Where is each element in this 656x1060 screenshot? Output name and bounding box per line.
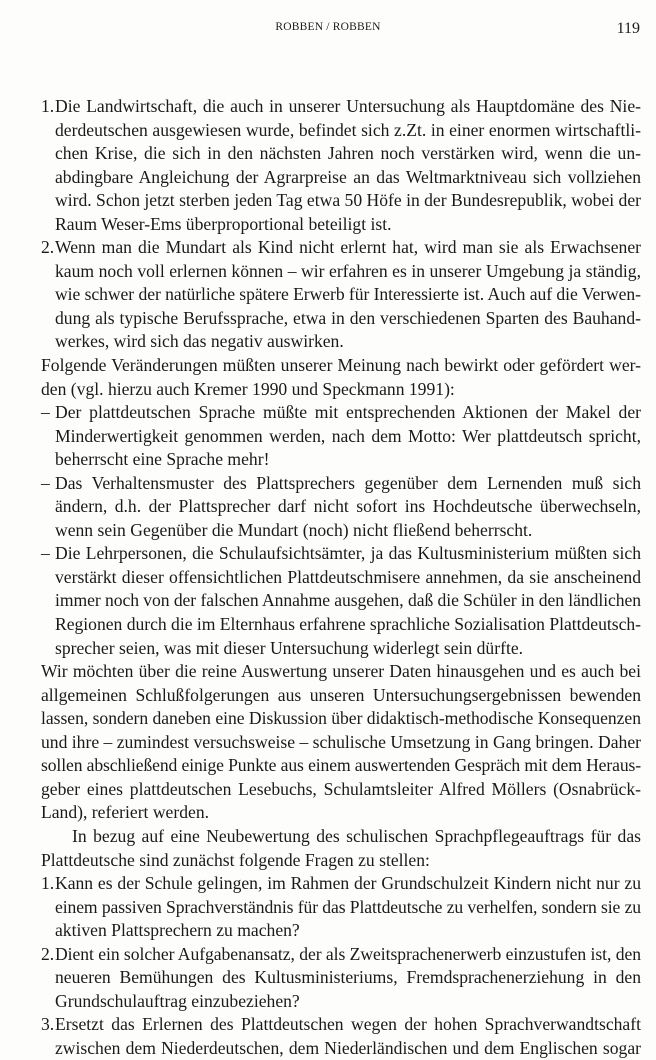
dash-marker: – [41, 472, 50, 493]
question-item-1 [41, 872, 641, 943]
list-marker: 2. [41, 237, 55, 258]
text-line: Minderwertigkeit genommen werden, nach dem Motto: Wer plattdeutsch spricht, [55, 425, 641, 446]
question-item-2 [41, 943, 641, 1014]
text-line: Die Landwirtschaft, die auch in unserer Untersuchung als Hauptdomäne des Nie- [55, 96, 641, 116]
list-item-1 [41, 95, 641, 236]
text-line: geber eines plattdeutschen Lesebuchs, Schulamtsleiter Alfred Möllers (Osnabrück- [41, 778, 641, 799]
dash-marker: – [41, 402, 50, 423]
list-item-2 [41, 236, 641, 354]
text-line: Grundschulauftrag einzubeziehen? [55, 990, 300, 1011]
page-header [0, 20, 656, 40]
list-marker: 1. [41, 96, 55, 116]
list-marker: 1. [41, 873, 55, 894]
text-line: Regionen durch die im Elternhaus erfahrene sprachliche Sozialisation Plattdeutsch- [55, 614, 641, 635]
text-line: werkes, wird sich das negativ auswirken. [55, 331, 344, 352]
text-line: und ihre – zumindest versuchsweise – schulische Umsetzung in Gang bringen. Daher [41, 731, 641, 752]
text-line: wenn sein Gegenüber die Mundart (noch) nicht fließend beherrscht. [55, 519, 533, 540]
text-line: Das Verhaltensmuster des Plattsprechers gegenüber dem Lernenden muß sich [55, 472, 641, 493]
paragraph [41, 825, 641, 872]
text-line: zwischen dem Niederdeutschen, dem Niederländischen und dem Englischen sogar [55, 1037, 641, 1058]
text-line: Ersetzt das Erlernen des Plattdeutschen wegen der hohen Sprachverwandtschaft [55, 1014, 641, 1035]
paragraph [41, 354, 641, 401]
text-line: beherrscht eine Sprache mehr! [55, 449, 270, 470]
text-line: immer noch von der falschen Annahme ausgehen, daß die Schüler in den ländlichen [55, 590, 641, 611]
text-line: abdingbare Angleichung der Agrarpreise an das Weltmarktniveau sich vollziehen [55, 166, 641, 187]
text-line: verstärkt dieser offensichtlichen Plattdeutschmisere annehmen, da sie anscheinend [55, 566, 641, 587]
running-head: ROBBEN / ROBBEN [275, 21, 381, 33]
question-item-3 [41, 1013, 641, 1060]
text-line: sprecher seien, was mit dieser Untersuchung widerlegt sein dürfte. [55, 637, 524, 658]
text-line: dung als typische Berufssprache, etwa in den verschiedenen Sparten des Bauhand- [55, 307, 641, 328]
text-line: allgemeinen Schlußfolgerungen aus unseren Untersuchungsergebnissen bewenden [41, 684, 641, 705]
text-line: Kann es der Schule gelingen, im Rahmen der Grundschulzeit Kindern nicht nur zu [55, 873, 641, 894]
list-marker: 3. [41, 1014, 55, 1035]
text-line: einem passiven Sprachverständnis für das Plattdeutsche zu verhelfen, sondern sie zu [55, 896, 641, 917]
dash-item-1 [41, 401, 641, 472]
text-line: den (vgl. hierzu auch Kremer 1990 und Speckmann 1991): [41, 378, 455, 399]
dash-item-3 [41, 542, 641, 660]
text-line: wird. Schon jetzt sterben jeden Tag etwa 50 Höfe in der Bundesrepublik, wobei der [55, 190, 642, 211]
dash-item-2 [41, 472, 641, 543]
text-line: Land), referiert werden. [41, 802, 210, 823]
page-number: 119 [616, 20, 640, 37]
dash-marker: – [41, 543, 50, 564]
text-line: In bezug auf eine Neubewertung des schulischen Sprachpflegeauftrags für das [72, 825, 641, 846]
text-line: Raum Weser-Ems überproportional beteiligt ist. [55, 213, 392, 234]
text-line: ändern, d.h. der Plattsprecher darf nicht sofort ins Hochdeutsche überwechseln, [55, 496, 641, 517]
text-line: sollen abschließend einige Punkte aus einem auswertenden Gespräch mit dem Heraus- [41, 755, 641, 776]
list-marker: 2. [41, 943, 55, 964]
page-body [41, 95, 641, 1060]
text-line: aktiven Plattsprechern zu machen? [55, 920, 300, 941]
text-line: Der plattdeutschen Sprache müßte mit entsprechenden Aktionen der Makel der [55, 402, 641, 423]
text-line: wie schwer der natürliche spätere Erwerb für Interessierte ist. Auch auf die Verwen- [55, 284, 641, 305]
text-line: Wenn man die Mundart als Kind nicht erlernt hat, wird man sie als Erwachsener [55, 237, 641, 258]
text-line: derdeutschen ausgewiesen wurde, befindet sich z.Zt. in einer enormen wirtschaftli- [55, 119, 641, 140]
paragraph [41, 660, 641, 825]
text-line: chen Krise, die sich in den nächsten Jahren noch verstärken wird, wenn die un- [55, 143, 641, 164]
text-line: Plattdeutsche sind zunächst folgende Fragen zu stellen: [41, 849, 430, 870]
text-line: kaum noch voll erlernen können – wir erfahren es in unserer Umgebung ja ständig, [55, 260, 641, 281]
text-line: Die Lehrpersonen, die Schulaufsichtsämter, ja das Kultusministerium müßten sich [55, 543, 641, 564]
text-line: Wir möchten über die reine Auswertung unserer Daten hinausgehen und es auch bei [41, 661, 641, 682]
text-line: neueren Bemühungen des Kultusministeriums, Fremdsprachenerziehung in den [55, 967, 641, 988]
text-line: Dient ein solcher Aufgabenansatz, der als Zweitsprachenerwerb einzustufen ist, den [55, 943, 641, 964]
text-line: lassen, sondern daneben eine Diskussion über didaktisch-methodische Konsequenzen [41, 708, 641, 729]
text-line: Folgende Veränderungen müßten unserer Meinung nach bewirkt oder gefördert wer- [41, 355, 641, 376]
